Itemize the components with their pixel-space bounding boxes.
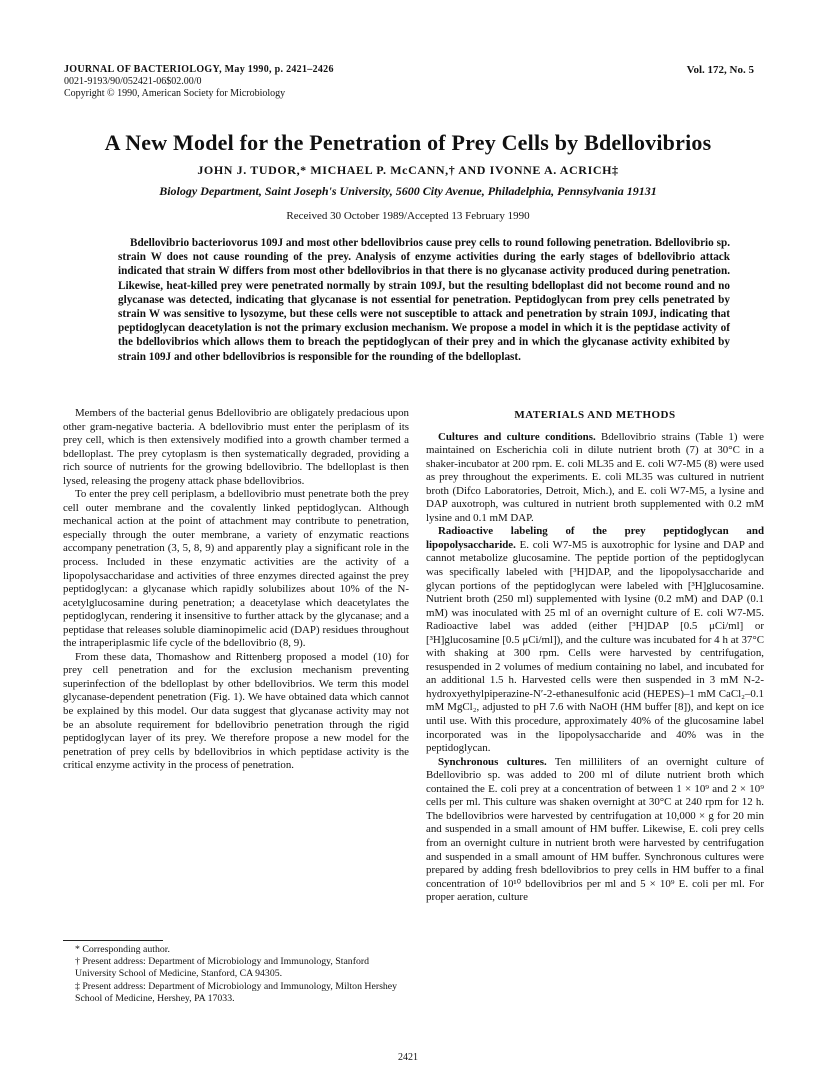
text-labeling: E. coli W7-M5 is auxotrophic for lysine and DAP and cannot metabolize glucosamine. The peptide portion of the peptidoglycan was specifically labeled with [³H]DAP, and the lipopolysaccharide and glycan portions of the peptidoglycan were labeled with [³H]glucosamine. Nutrient broth (250 ml) supplemented with lysine (0.2 mM) and DAP (0.1 mM) was inoculated with 25 ml of an overnight culture of E. coli W7-M5. Radioactive label was added (either [³H]DAP [0.5 μCi/ml] or [³H]glucosamine [0.5 μCi/ml]), and the culture was incubated for 4 h at 37°C with shaking at 300 rpm. Cells were harvested by centrifugation, resuspended in 2 volumes of medium containing no label, and incubated for an additional 1.5 h. Harvested cells were then suspended in 3 mM N-2-hydroxyethylpiperazine-N′-2-ethanesulfonic acid (HEPES)–1 mM CaCl₂–0.1 mM MgCl₂, adjusted to pH 7.6 with NaOH (HM buffer [8]), and kept on ice until use. With this procedure, approximately 40% of the glucosamine label incorporated was in the lipopolysaccharide and 40% was in the peptidoglycan. <box>426 538 764 755</box>
author-list: JOHN J. TUDOR,* MICHAEL P. McCANN,† AND IVONNE A. ACRICH‡ <box>197 163 619 177</box>
section-heading: MATERIALS AND METHODS <box>514 409 676 421</box>
right-column <box>426 407 764 905</box>
left-column <box>63 407 409 773</box>
footnote-corresponding: * Corresponding author. <box>75 944 170 955</box>
journal-header <box>64 64 754 100</box>
methods-labeling <box>426 525 764 755</box>
issn-code: 0021-9193/90/052421-06$02.00/0 <box>64 76 202 87</box>
article-title: A New Model for the Penetration of Prey Cells by Bdellovibrios <box>104 130 712 155</box>
received-dates: Received 30 October 1989/Accepted 13 February 1990 <box>286 210 530 222</box>
methods-synchronous <box>426 756 764 905</box>
footnote-rule <box>63 940 163 941</box>
text-synchronous: Ten milliliters of an overnight culture of Bdellovibrio sp. was added to 200 ml of dilute nutrient broth which contained the E. coli prey at a concentration of between 1 × 10⁹ and 2 × 10⁹ cells per ml. This culture was shaken overnight at 30°C at 240 rpm for 12 h. The bdellovibrios were harvested by centrifugation at 10,000 × g for 20 min and suspended in a small amount of HM buffer. Likewise, E. coli prey cells from an overnight culture in nutrient broth were harvested by centrifugation and suspended in a small amount of HM buffer. Synchronous cultures were prepared by adding fresh bdellovibrios to prey cells in HM buffer to a final concentration of 10¹⁰ bdellovibrios per ml and 5 × 10⁹ E. coli per ml. For proper aeration, culture <box>426 755 764 904</box>
intro-paragraph-3: From these data, Thomashow and Rittenberg proposed a model (10) for prey cell penetration and for the exclusion mechanism preventing superinfection of the bdelloplast by other bdellovibrios. We term this model glycanase-dependent penetration (Fig. 1). We have obtained data which cannot be explained by this model. Our data suggest that glycanase activity may not be an absolute requirement for bdellovibrio penetration through the rigid peptidoglycan layer of its prey. We therefore propose a new model for the penetration of prey cells by bdellovibrios in which peptidase activity is the critical enzyme activity in the process of penetration. <box>63 650 409 772</box>
intro-paragraph-2: To enter the prey cell periplasm, a bdellovibrio must penetrate both the prey cell outer membrane and the covalently linked peptidoglycan. Although mechanical action at the point of attachment may contribute to penetration, especially through the outer membrane, a variety of enzymatic reactions accompany penetration (3, 5, 8, 9) and apparently play a significant role in the process. Included in these enzymatic activities are the activity of a lipopolysaccharidase and activities of three enzymes directed against the prey peptidoglycan: a glycanase which rapidly solubilizes about 10% of the N-acetylglucosamine during penetration; a deacetylase which deacetylates the peptidoglycan, rendering it insensitive to further attack by the glycanase; and a peptidase that releases soluble diaminopimelic acid (DAP) residues throughout the intraperiplasmic life cycle of the bdellovibrio (8, 9). <box>63 488 409 650</box>
affiliation: Biology Department, Saint Joseph's University, 5600 City Avenue, Philadelphia, Pennsylvania 19131 <box>159 184 657 198</box>
journal-line: JOURNAL OF BACTERIOLOGY, May 1990, p. 2421–2426 <box>64 64 334 75</box>
text-cultures: Bdellovibrio strains (Table 1) were maintained on Escherichia coli in dilute nutrient broth (7) at 30°C in a shaker-incubator at 200 rpm. E. coli ML35 and E. coli W7-M5 (8) were used as prey throughout the experiments. E. coli ML35 was cultured in nutrient broth (Difco Laboratories, Detroit, Mich.), and E. coli W7-M5, a lysine and DAP auxotroph, was cultured in nutrient broth supplemented with 0.2 mM lysine and 0.1 mM DAP. <box>426 430 764 524</box>
footnotes <box>63 944 409 1005</box>
methods-cultures <box>426 431 764 526</box>
copyright-line: Copyright © 1990, American Society for Microbiology <box>64 88 286 99</box>
footnote-acrich: ‡ Present address: Department of Microbiology and Immunology, Milton Hershey School of Medicine, Hershey, PA 17033. <box>75 980 398 1004</box>
volume-label: Vol. 172, No. 5 <box>686 64 754 76</box>
subheading-cultures: Cultures and culture conditions. <box>438 430 596 443</box>
subheading-synchronous: Synchronous cultures. <box>438 755 547 768</box>
footnote-mccann: † Present address: Department of Microbiology and Immunology, Stanford University School of Medicine, Stanford, CA 94305. <box>75 956 370 980</box>
page-number: 2421 <box>398 1052 418 1063</box>
abstract: Bdellovibrio bacteriovorus 109J and most other bdellovibrios cause prey cells to round following penetration. Bdellovibrio sp. strain W does not cause rounding of the prey. Analysis of enzyme activities during the early stages of bdellovibrio attack indicated that strain W differs from most other bdellovibrios in that there is no glycanase activity produced during penetration. Likewise, heat-killed prey were penetrated normally by strain 109J, but the resulting bdelloplast did not become round and no glycanase was detected, indicating that glycanase is not essential for penetration. Peptidoglycan from prey cells penetrated by strain W was sensitive to lysozyme, but these cells were not susceptible to attack and penetration by strain 109J, indicating that peptidoglycan deacetylation is not the primary exclusion mechanism. We propose a model in which it is the peptidase activity of the bdellovibrios which allows them to breach the peptidoglycan of their prey and in which the glycanase activity exhibited by strain 109J and other bdellovibrios is responsible for the rounding of the bdelloplast. <box>118 237 730 363</box>
subheading-labeling: Radioactive labeling of the prey peptidoglycan and lipopolysaccharide. <box>426 525 764 551</box>
intro-paragraph-1: Members of the bacterial genus Bdellovibrio are obligately predacious upon other gram-negative bacteria. A bdellovibrio must enter the periplasm of its prey cell, which is then extensively modified into a growth chamber termed a bdelloplast. The prey cytoplasm is then systematically degraded, providing a rich source of nutrients for the growing bdellovibrio. The bdelloplast is then lysed, releasing the progeny attack phase bdellovibrios. <box>63 407 409 487</box>
